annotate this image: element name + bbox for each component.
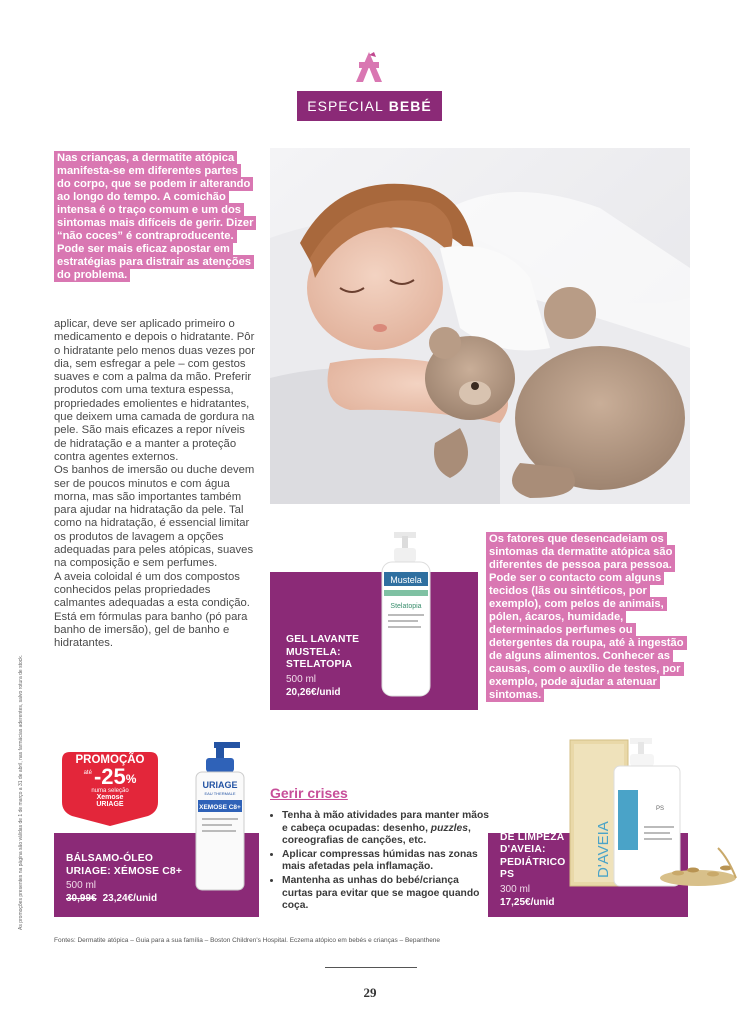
product-name-line: BÁLSAMO-ÓLEO <box>66 853 154 864</box>
legal-side-note: As promoções presentes na página são válidas de 1 de março a 31 de abril, nas farmácias aderentes, salvo rotura de stock. <box>18 654 24 930</box>
promo-brand-line: Xemose <box>96 794 124 801</box>
bottle-brand: URIAGE <box>202 780 238 790</box>
product-size: 300 ml <box>500 883 531 895</box>
bottle-brand: Mustela <box>390 575 422 585</box>
product-price: 23,24€/unid <box>102 893 158 904</box>
section-label-light: ESPECIAL <box>307 98 384 114</box>
promo-prefix: até <box>83 770 92 776</box>
product-name-line: DE LIMPEZA <box>500 831 565 843</box>
product-name-line: EMULSÃO <box>500 819 553 830</box>
crises-item: • Aplicar compressas húmidas nas zonas mais afetadas pela inflamação. <box>282 849 492 874</box>
promo-brand-line: URIAGE <box>96 801 124 808</box>
promo-title: PROMOÇÃO <box>75 754 145 766</box>
product-name-line: URIAGE: XÉMOSE C8+ <box>66 865 183 877</box>
bottle-line: XEMOSE C8+ <box>199 804 241 811</box>
product-name-line: PS <box>500 869 515 880</box>
product-name-line: STELATOPIA <box>286 659 353 670</box>
section-banner <box>297 91 442 121</box>
bottle-label: PS <box>655 806 665 812</box>
crises-title: Gerir crises <box>270 785 348 801</box>
product-price: 20,26€/unid <box>286 686 341 698</box>
pull-quote-right: Os fatores que desencadeiam os sintomas da dermatite atópica são diferentes de pessoa para pessoa. Pode ser o contacto com alguns tecidos (lãs ou sintéticos, por exemplo), com pelos de animais, pólen, ácaros, humidade, determinados perfumes ou detergentes da roupa, até à ingestão de alguns alimentos. Conhecer as causas, com o auxílio de testes, por exemplo, pode ajudar a atenuar sintomas. <box>486 533 691 702</box>
product-price: 17,25€/unid <box>500 896 555 908</box>
product-name-line: GEL LAVANTE <box>286 634 360 645</box>
promo-discount: -25 <box>93 764 126 789</box>
promo-percent: % <box>125 772 137 786</box>
product-name-line: MUSTELA: <box>286 646 341 658</box>
body-paragraph: A aveia coloidal é um dos compostos conhecidos pelas propriedades calmantes adequadas a esta condição. Está em fórmulas para banho (pó para banho de imersão), gel de banho e hidratantes. <box>54 570 250 650</box>
uriage-bottle-icon <box>194 742 246 892</box>
bottle-line: Stelatopia <box>390 603 422 610</box>
crises-list <box>270 810 492 914</box>
sleeping-baby-photo <box>270 148 690 504</box>
mustela-bottle-icon <box>376 532 436 698</box>
product-name-line: PEDIÁTRICO <box>500 856 566 868</box>
product-name-line: D'AVEIA: <box>500 844 546 855</box>
pull-quote-top: Nas crianças, a dermatite atópica manifesta-se em diferentes partes do corpo, que se podem ir alterando ao longo do tempo. A comichão intensa é o traço comum e um dos sintomas mais difíceis de gerir. Dizer “não coces” é contraproducente. Pode ser mais eficaz apostar em estratégias para distrair as atenções do problema. <box>54 152 254 282</box>
body-paragraph: Os banhos de imersão ou duche devem ser de poucos minutos e com água morna, mas são importantes também para ajudar na hidratação da pele. Tal como na hidratação, é essencial limitar os produtos de lavagem a opções adequadas para peles atópicas, suaves na composição e sem perfumes. <box>54 464 255 570</box>
box-brand: D'AVEIA <box>595 821 612 878</box>
body-paragraph: aplicar, deve ser aplicado primeiro o medicamento e depois o hidratante. Pôr o hidratante pelo menos duas vezes por dia, sem esfregar a pele – com gestos suaves e com a palma da mão. Preferir produtos com uma textura espessa, propriedades emolientes e hidratantes, que deixem uma camada de gordura na pele. São mais eficazes a repor níveis de hidratação e a manter a proteção contra agentes externos. <box>54 318 255 463</box>
product-old-price: 30,99€ <box>66 893 97 904</box>
crises-item: • Tenha à mão atividades para manter mãos e cabeça ocupadas: desenho, puzzles, coreografias de canções, etc. <box>282 810 492 848</box>
footer-divider <box>325 967 417 968</box>
daveia-product-icon <box>568 738 740 890</box>
page-number: 29 <box>363 985 377 1000</box>
promo-scope: numa seleção <box>91 788 129 794</box>
promo-badge <box>62 752 158 826</box>
crises-item: • Mantenha as unhas do bebé/criança curtas para evitar que se magoe quando coça. <box>282 875 492 913</box>
section-label-bold: BEBÉ <box>388 98 432 114</box>
product-size: 500 ml <box>66 880 97 891</box>
product-size: 500 ml <box>286 673 317 685</box>
brand-logo-icon <box>352 50 386 84</box>
article-body <box>54 318 259 650</box>
bottle-sub: EAU THERMALE <box>204 791 236 796</box>
product-card-mustela <box>270 572 478 710</box>
sources-note: Fontes: Dermatite atópica – Guia para a sua família – Boston Children's Hospital. Eczema atópico em bebés e crianças – Bepanthene <box>54 937 441 944</box>
